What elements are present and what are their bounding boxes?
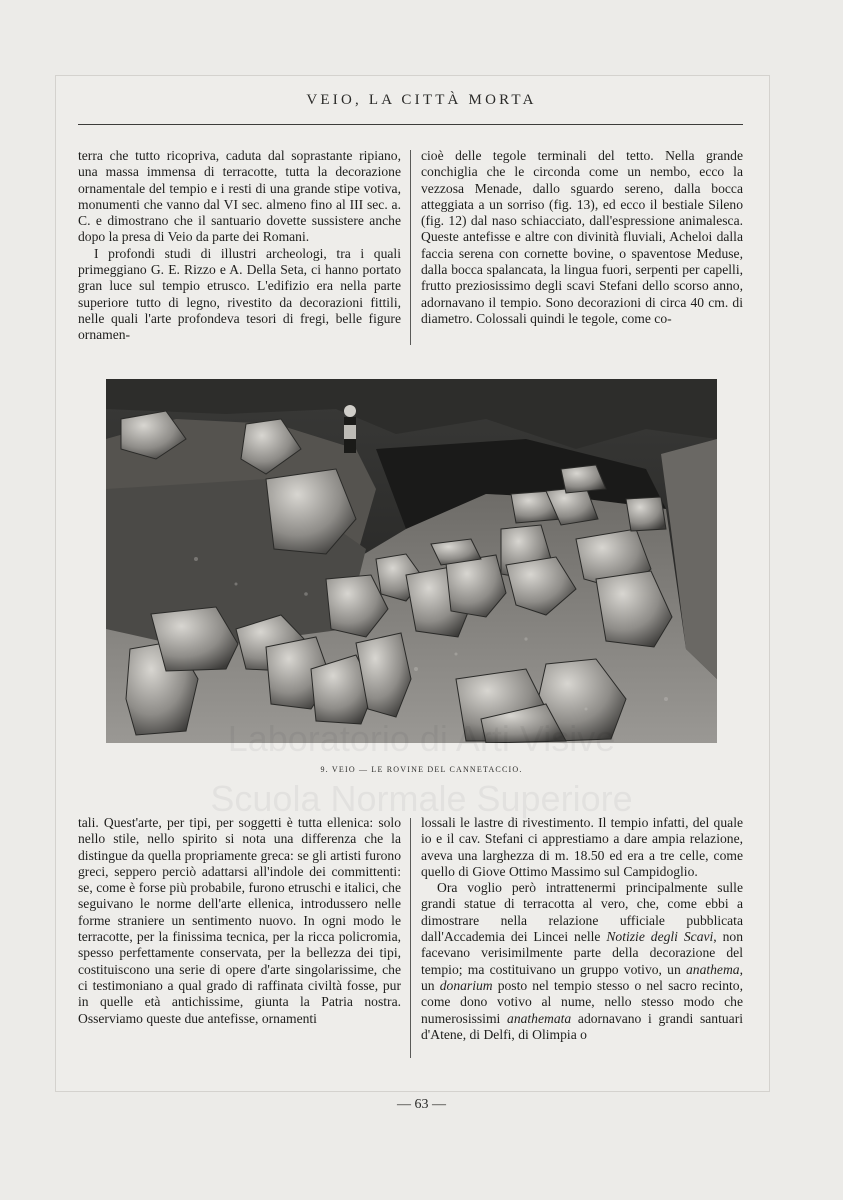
paragraph — [421, 880, 743, 1043]
italic-term: donarium — [439, 977, 493, 993]
paragraph: tali. Quest'arte, per tipi, per soggetti è tutta ellenica: solo nello stile, nello spirito si nota una differenza che la distingue da quella propriamente greca: se gli artisti furono greci, seppero perciò adattarsi all'indole dei committenti: se, come è forse più probabile, furono etruschi e italici, che seguivano le norme dell'arte ellenica, introdussero nelle forme straniere un sentimento nuovo. In ogni modo le terracotte, per la finissima tecnica, per la ricca policromia, spesso perfettamente conservata, per la bellezza dei tipi, costituiscono una serie di opere d'arte singolarissime, che ci testimoniano a qual grado di raffinata civiltà fosse, pur in quelle età antichissime, giunta la Patria nostra. Osserviamo queste due antefisse, ornamenti — [78, 815, 401, 1026]
column-divider — [410, 150, 411, 345]
paragraph: terra che tutto ricopriva, caduta dal soprastante ripiano, una massa immensa di terracotte, tutta la decorazione ornamentale del tempio e i resti di una grande stipe votiva, monumenti che vanno dal VI sec. almeno fino al III sec. a. C. e dimostrano che il santuario dovette sussistere anche dopo la presa di Veio da parte dei Romani. — [78, 148, 401, 245]
header-rule — [78, 124, 743, 125]
figure-caption: 9. VEIO — LE ROVINE DEL CANNETACCIO. — [320, 765, 523, 774]
text-run: , un — [421, 961, 743, 993]
paragraph: cioè delle tegole terminali del tetto. Nella grande conchiglia che le circonda come un nembo, ecco la vezzosa Menade, dallo sguardo sereno, dalla bocca atteggiata a un sorriso (fig. 13), ed ecco il bestiale Sileno (fig. 12) dal naso schiacciato, dall'espressione animalesca. Queste antefisse e altre con divinità fluviali, Acheloi dalla faccia serena con cornette bovine, o spaventose Meduse, dalla bocca spalancata, la lingua fuori, serpenti per capelli, frutto preziosissimo degli scavi Stefani dello scorso anno, adornavano il tempio. Sono decorazioni di circa 40 cm. di diametro. Colossali quindi le tegole, come co- — [421, 148, 743, 326]
watermark-line-1 — [0, 718, 843, 760]
column-bottom-left — [78, 815, 401, 1027]
watermark-line-2 — [0, 778, 843, 820]
paragraph: lossali le lastre di rivestimento. Il tempio infatti, del quale io e il cav. Stefani ci apprestiamo a dare ampia relazione, aveva una larghezza di m. 18.50 ed era a tre celle, come quello di Giove Ottimo Massimo sul Campidoglio. — [421, 815, 743, 879]
italic-term: anathema — [685, 961, 740, 977]
text-run: Ora voglio però intrattenermi principalmente sulle grandi statue di terracotta al vero, che, come ebbi a dimostrare nella relazione ufficiale pubblicata dall'Accademia dei Lincei nelle — [421, 880, 743, 945]
italic-title: Notizie degli Scavi — [606, 929, 714, 945]
text-run: adornavano i grandi santuari d'Atene, di Delfi, di Olimpia o — [421, 1010, 743, 1042]
column-top-left — [78, 148, 401, 344]
page-number: — 63 — — [397, 1097, 446, 1112]
column-divider — [410, 818, 411, 1058]
running-head: VEIO, LA CITTÀ MORTA — [306, 92, 537, 108]
paragraph: I profondi studi di illustri archeologi, tra i quali primeggiano G. E. Rizzo e A. Della Seta, ci hanno portato gran luce sul tempio etrusco. L'edifizio era nella parte superiore tutto di legno, rivestito da decorazioni fittili, nelle quali l'arte profondeva tesori di fregi, belle figure ornamen- — [78, 245, 401, 343]
text-run: , non facevano verisimilmente parte della decorazione del tempio; ma costituivano un gruppo votivo, un — [421, 929, 743, 977]
excavation-photograph — [106, 379, 717, 743]
column-top-right — [421, 148, 743, 327]
column-bottom-right — [421, 815, 743, 1043]
text-run: posto nel tempio stesso o nel sacro recinto, come dono votivo al nume, nello stesso modo che numerosissimi — [421, 977, 743, 1026]
italic-term: anathemata — [507, 1010, 572, 1026]
